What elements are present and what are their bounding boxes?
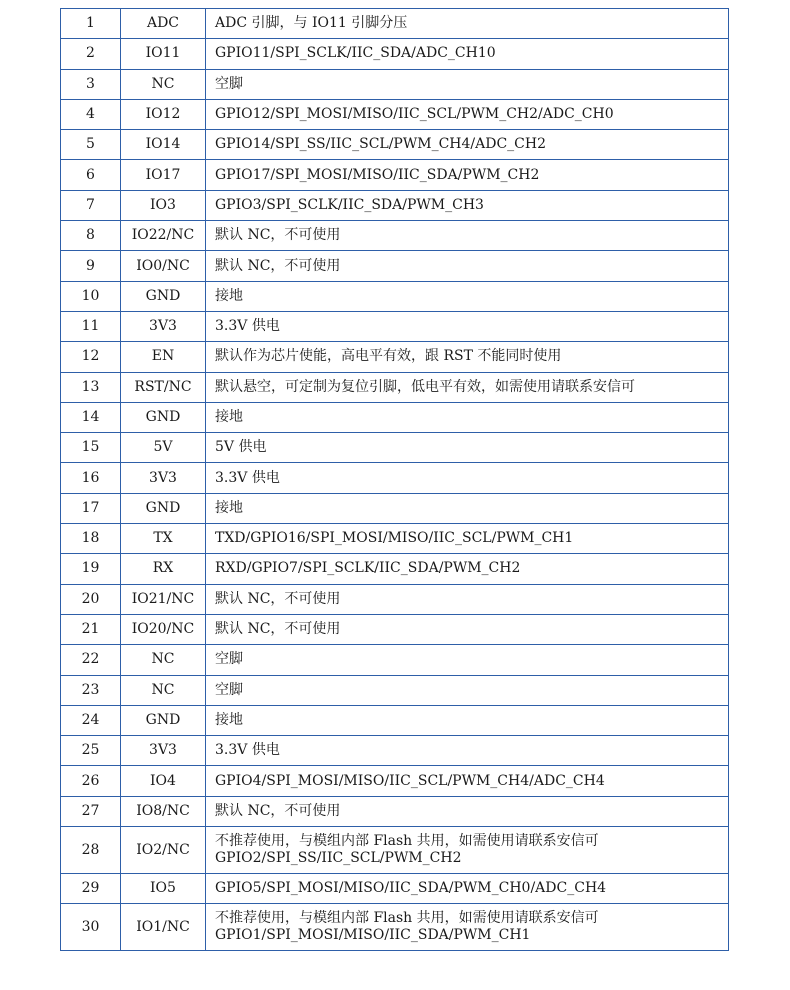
pin-name: IO3 [121, 190, 206, 220]
pin-number: 1 [61, 9, 121, 39]
pin-name: IO5 [121, 874, 206, 904]
pin-function-line: GPIO12/SPI_MOSI/MISO/IIC_SCL/PWM_CH2/ADC_CH0 [215, 106, 614, 123]
pin-row [61, 281, 729, 311]
pin-number: 26 [61, 766, 121, 796]
pin-function-line: RXD/GPIO7/SPI_SCLK/IIC_SDA/PWM_CH2 [215, 560, 521, 577]
pin-row [61, 221, 729, 251]
pin-name: IO20/NC [121, 614, 206, 644]
pin-function [206, 645, 729, 675]
pin-function [206, 796, 729, 826]
pin-function [206, 69, 729, 99]
pin-row [61, 160, 729, 190]
pin-row [61, 904, 729, 951]
pin-number: 5 [61, 130, 121, 160]
pin-row [61, 311, 729, 341]
pin-function [206, 554, 729, 584]
pin-function-line: GPIO5/SPI_MOSI/MISO/IIC_SDA/PWM_CH0/ADC_CH4 [215, 880, 607, 897]
pin-name: 3V3 [121, 736, 206, 766]
pin-function-line: 不推荐使用，与模组内部 Flash 共用，如需使用请联系安信可 [215, 833, 599, 850]
pin-function-line: 默认 NC，不可使用 [215, 257, 341, 274]
pin-name: NC [121, 645, 206, 675]
pin-function [206, 584, 729, 614]
pin-row [61, 614, 729, 644]
pin-name: TX [121, 524, 206, 554]
pin-function [206, 190, 729, 220]
pin-number: 21 [61, 614, 121, 644]
pin-number: 23 [61, 675, 121, 705]
pin-number: 9 [61, 251, 121, 281]
pin-function [206, 766, 729, 796]
pin-function-line: GPIO4/SPI_MOSI/MISO/IIC_SCL/PWM_CH4/ADC_CH4 [215, 772, 605, 789]
pin-function-line: 默认 NC，不可使用 [215, 802, 341, 819]
pin-function-line: GPIO14/SPI_SS/IIC_SCL/PWM_CH4/ADC_CH2 [215, 136, 546, 153]
pin-number: 8 [61, 221, 121, 251]
pin-function-line: 接地 [215, 287, 243, 304]
pin-function [206, 402, 729, 432]
pin-row [61, 827, 729, 874]
pin-function [206, 342, 729, 372]
pin-function [206, 160, 729, 190]
pin-function-line: TXD/GPIO16/SPI_MOSI/MISO/IIC_SCL/PWM_CH1 [215, 530, 574, 547]
pin-name: IO1/NC [121, 904, 206, 951]
pin-function-line: 默认作为芯片使能，高电平有效，跟 RST 不能同时使用 [215, 348, 562, 365]
pin-row [61, 554, 729, 584]
pin-function [206, 827, 729, 874]
pin-function-line: 空脚 [215, 681, 243, 698]
pin-row [61, 9, 729, 39]
pin-name: IO14 [121, 130, 206, 160]
pin-number: 11 [61, 311, 121, 341]
pin-number: 15 [61, 433, 121, 463]
pin-function [206, 874, 729, 904]
pin-row [61, 130, 729, 160]
pin-function [206, 99, 729, 129]
pin-function-line: 空脚 [215, 75, 243, 92]
pin-function-line: 3.3V 供电 [215, 469, 280, 486]
pin-number: 13 [61, 372, 121, 402]
pin-row [61, 493, 729, 523]
pin-row [61, 372, 729, 402]
pin-row [61, 69, 729, 99]
pin-row [61, 342, 729, 372]
pin-function [206, 221, 729, 251]
pin-function [206, 39, 729, 69]
pin-number: 17 [61, 493, 121, 523]
pin-number: 28 [61, 827, 121, 874]
pin-function [206, 251, 729, 281]
pin-row [61, 645, 729, 675]
pin-row [61, 251, 729, 281]
pin-function-line: ADC 引脚，与 IO11 引脚分压 [215, 15, 408, 32]
pin-number: 20 [61, 584, 121, 614]
pin-function [206, 130, 729, 160]
pin-function [206, 463, 729, 493]
pin-number: 25 [61, 736, 121, 766]
pin-number: 30 [61, 904, 121, 951]
pin-name: 3V3 [121, 463, 206, 493]
pin-name: GND [121, 281, 206, 311]
pin-function [206, 705, 729, 735]
pin-function-line: 接地 [215, 711, 243, 728]
pin-function [206, 524, 729, 554]
pin-number: 24 [61, 705, 121, 735]
pin-function [206, 736, 729, 766]
pin-function-line: GPIO2/SPI_SS/IIC_SCL/PWM_CH2 [215, 850, 462, 867]
pin-function-line: 默认 NC，不可使用 [215, 590, 341, 607]
pin-function-line: 不推荐使用，与模组内部 Flash 共用，如需使用请联系安信可 [215, 910, 599, 927]
pin-number: 22 [61, 645, 121, 675]
pin-function [206, 9, 729, 39]
pin-function-line: 接地 [215, 499, 243, 516]
pin-number: 29 [61, 874, 121, 904]
pin-number: 19 [61, 554, 121, 584]
pin-row [61, 190, 729, 220]
pin-row [61, 463, 729, 493]
pin-name: GND [121, 493, 206, 523]
pin-name: EN [121, 342, 206, 372]
pin-function [206, 433, 729, 463]
pin-row [61, 874, 729, 904]
pin-name: 3V3 [121, 311, 206, 341]
pin-function [206, 281, 729, 311]
pin-number: 16 [61, 463, 121, 493]
pin-number: 4 [61, 99, 121, 129]
pin-name: RST/NC [121, 372, 206, 402]
pin-number: 27 [61, 796, 121, 826]
pin-name: NC [121, 69, 206, 99]
pin-name: IO21/NC [121, 584, 206, 614]
pin-function [206, 311, 729, 341]
pin-function-line: 5V 供电 [215, 439, 267, 456]
pin-name: IO17 [121, 160, 206, 190]
pin-row [61, 99, 729, 129]
pin-function-line: 空脚 [215, 651, 243, 668]
pin-name: IO2/NC [121, 827, 206, 874]
pin-function-line: GPIO11/SPI_SCLK/IIC_SDA/ADC_CH10 [215, 45, 496, 62]
pin-number: 7 [61, 190, 121, 220]
pin-function-line: GPIO1/SPI_MOSI/MISO/IIC_SDA/PWM_CH1 [215, 927, 531, 944]
pin-function-line: 默认 NC，不可使用 [215, 621, 341, 638]
pin-function-line: 默认悬空，可定制为复位引脚，低电平有效，如需使用请联系安信可 [215, 378, 635, 395]
pin-function [206, 614, 729, 644]
pin-row [61, 675, 729, 705]
pin-function [206, 372, 729, 402]
pin-number: 14 [61, 402, 121, 432]
pin-row [61, 402, 729, 432]
pin-number: 2 [61, 39, 121, 69]
pin-row [61, 524, 729, 554]
pin-number: 18 [61, 524, 121, 554]
pin-table-body [61, 9, 729, 951]
pin-function-line: 默认 NC，不可使用 [215, 227, 341, 244]
pin-number: 12 [61, 342, 121, 372]
pin-function-line: 接地 [215, 409, 243, 425]
pin-function [206, 904, 729, 951]
pin-row [61, 433, 729, 463]
pin-name: IO0/NC [121, 251, 206, 281]
pin-row [61, 705, 729, 735]
pin-name: IO22/NC [121, 221, 206, 251]
pin-function-line: 3.3V 供电 [215, 742, 280, 759]
pin-name: RX [121, 554, 206, 584]
pin-row [61, 736, 729, 766]
pin-function-line: GPIO3/SPI_SCLK/IIC_SDA/PWM_CH3 [215, 196, 484, 213]
pin-name: 5V [121, 433, 206, 463]
pin-name: IO12 [121, 99, 206, 129]
pin-name: IO4 [121, 766, 206, 796]
pin-row [61, 766, 729, 796]
pin-function [206, 493, 729, 523]
pin-row [61, 796, 729, 826]
pin-row [61, 39, 729, 69]
pin-name: GND [121, 402, 206, 432]
pin-name: GND [121, 705, 206, 735]
pin-function-line: 3.3V 供电 [215, 318, 280, 335]
pin-row [61, 584, 729, 614]
pin-function [206, 675, 729, 705]
pin-name: NC [121, 675, 206, 705]
pin-name: IO8/NC [121, 796, 206, 826]
pin-name: ADC [121, 9, 206, 39]
pin-name: IO11 [121, 39, 206, 69]
pin-definition-table [60, 8, 729, 951]
pin-function-line: GPIO17/SPI_MOSI/MISO/IIC_SDA/PWM_CH2 [215, 166, 540, 183]
pin-number: 10 [61, 281, 121, 311]
pin-number: 3 [61, 69, 121, 99]
pin-number: 6 [61, 160, 121, 190]
